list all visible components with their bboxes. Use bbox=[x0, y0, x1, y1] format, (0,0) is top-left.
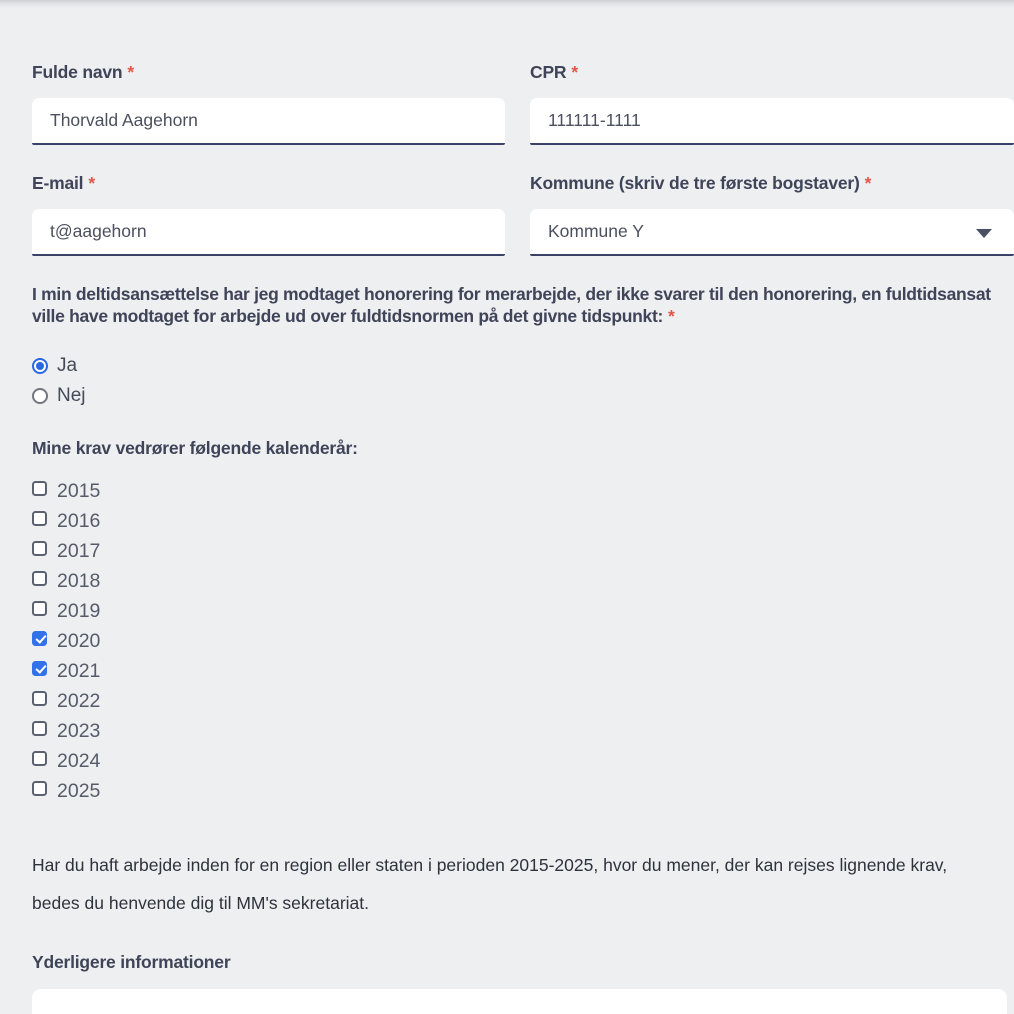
years-heading: Mine krav vedrører følgende kalenderår: bbox=[32, 438, 358, 458]
required-asterisk: * bbox=[88, 173, 95, 193]
email-field-group bbox=[32, 173, 505, 256]
region-note: Har du haft arbejde inden for en region eller staten i perioden 2015-2025, hvor du mener, der kan rejses lignende krav, bedes du henvende dig til MM's sekretariat. bbox=[32, 855, 948, 913]
fulde-navn-field-group bbox=[32, 62, 505, 145]
overtime-radio-group bbox=[32, 351, 1014, 411]
kommune-select[interactable] bbox=[530, 209, 1014, 256]
year-option-label: 2015 bbox=[57, 479, 101, 502]
checkbox-unchecked-icon[interactable] bbox=[32, 541, 47, 556]
radio-option-label: Nej bbox=[57, 385, 86, 406]
year-option-label: 2019 bbox=[57, 599, 101, 622]
right-column bbox=[530, 62, 1014, 256]
year-option-2024[interactable] bbox=[32, 746, 1014, 776]
year-option-label: 2016 bbox=[57, 509, 101, 532]
fulde-navn-input-wrap bbox=[32, 98, 505, 145]
overtime-question bbox=[32, 284, 1014, 327]
label-text: E-mail bbox=[32, 173, 84, 193]
radio-option-label: Ja bbox=[57, 355, 78, 376]
year-option-2023[interactable] bbox=[32, 716, 1014, 746]
years-checkbox-list bbox=[32, 476, 1014, 806]
claim-form bbox=[0, 62, 1014, 1014]
radio-option-nej[interactable] bbox=[32, 381, 1014, 411]
checkbox-unchecked-icon[interactable] bbox=[32, 601, 47, 616]
checkbox-unchecked-icon[interactable] bbox=[32, 511, 47, 526]
year-option-2020[interactable] bbox=[32, 626, 1014, 656]
label-text: Kommune (skriv de tre første bogstaver) bbox=[530, 173, 860, 193]
fulde-navn-input[interactable] bbox=[32, 98, 505, 143]
year-option-label: 2022 bbox=[57, 689, 101, 712]
required-asterisk: * bbox=[571, 62, 578, 82]
required-asterisk: * bbox=[127, 62, 134, 82]
radio-option-ja[interactable] bbox=[32, 351, 1014, 381]
cpr-label bbox=[530, 62, 1014, 83]
label-text: CPR bbox=[530, 62, 567, 82]
checkbox-unchecked-icon[interactable] bbox=[32, 691, 47, 706]
year-option-label: 2024 bbox=[57, 749, 101, 772]
year-option-2021[interactable] bbox=[32, 656, 1014, 686]
label-text: Fulde navn bbox=[32, 62, 123, 82]
window-top-edge bbox=[0, 0, 1014, 8]
year-option-2015[interactable] bbox=[32, 476, 1014, 506]
fulde-navn-label bbox=[32, 62, 505, 83]
question-text: I min deltidsansættelse har jeg modtaget honorering for merarbejde, der ikke svarer til den honorering, en fuldtidsansat ville have modtaget for arbejde ud over fuldtidsnormen på det givne tidspunkt: bbox=[32, 284, 991, 326]
radio-button-icon[interactable] bbox=[32, 358, 48, 374]
year-option-label: 2023 bbox=[57, 719, 101, 742]
kommune-field-group bbox=[530, 173, 1014, 256]
year-option-label: 2021 bbox=[57, 659, 101, 682]
year-option-label: 2018 bbox=[57, 569, 101, 592]
cpr-input-wrap bbox=[530, 98, 1014, 145]
year-option-2016[interactable] bbox=[32, 506, 1014, 536]
cpr-field-group bbox=[530, 62, 1014, 145]
required-asterisk: * bbox=[864, 173, 872, 193]
field-grid bbox=[32, 62, 1014, 256]
year-option-2019[interactable] bbox=[32, 596, 1014, 626]
year-option-2025[interactable] bbox=[32, 776, 1014, 806]
year-option-label: 2025 bbox=[57, 779, 101, 802]
additional-info-textarea[interactable] bbox=[32, 989, 1007, 1014]
checkbox-checked-icon[interactable] bbox=[32, 631, 47, 646]
year-option-label: 2017 bbox=[57, 539, 101, 562]
email-input[interactable] bbox=[32, 209, 505, 254]
kommune-label bbox=[530, 173, 1014, 194]
year-option-2022[interactable] bbox=[32, 686, 1014, 716]
cpr-input[interactable] bbox=[530, 98, 1014, 143]
left-column bbox=[32, 62, 505, 256]
checkbox-unchecked-icon[interactable] bbox=[32, 481, 47, 496]
additional-info-label: Yderligere informationer bbox=[32, 952, 231, 972]
chevron-down-icon bbox=[976, 229, 992, 238]
checkbox-unchecked-icon[interactable] bbox=[32, 781, 47, 796]
kommune-selected-value: Kommune Y bbox=[548, 221, 644, 241]
required-asterisk: * bbox=[668, 305, 675, 326]
year-option-2017[interactable] bbox=[32, 536, 1014, 566]
checkbox-unchecked-icon[interactable] bbox=[32, 751, 47, 766]
year-option-2018[interactable] bbox=[32, 566, 1014, 596]
email-label bbox=[32, 173, 505, 194]
checkbox-checked-icon[interactable] bbox=[32, 661, 47, 676]
year-option-label: 2020 bbox=[57, 629, 101, 652]
checkbox-unchecked-icon[interactable] bbox=[32, 721, 47, 736]
email-input-wrap bbox=[32, 209, 505, 256]
checkbox-unchecked-icon[interactable] bbox=[32, 571, 47, 586]
radio-button-icon[interactable] bbox=[32, 388, 48, 404]
